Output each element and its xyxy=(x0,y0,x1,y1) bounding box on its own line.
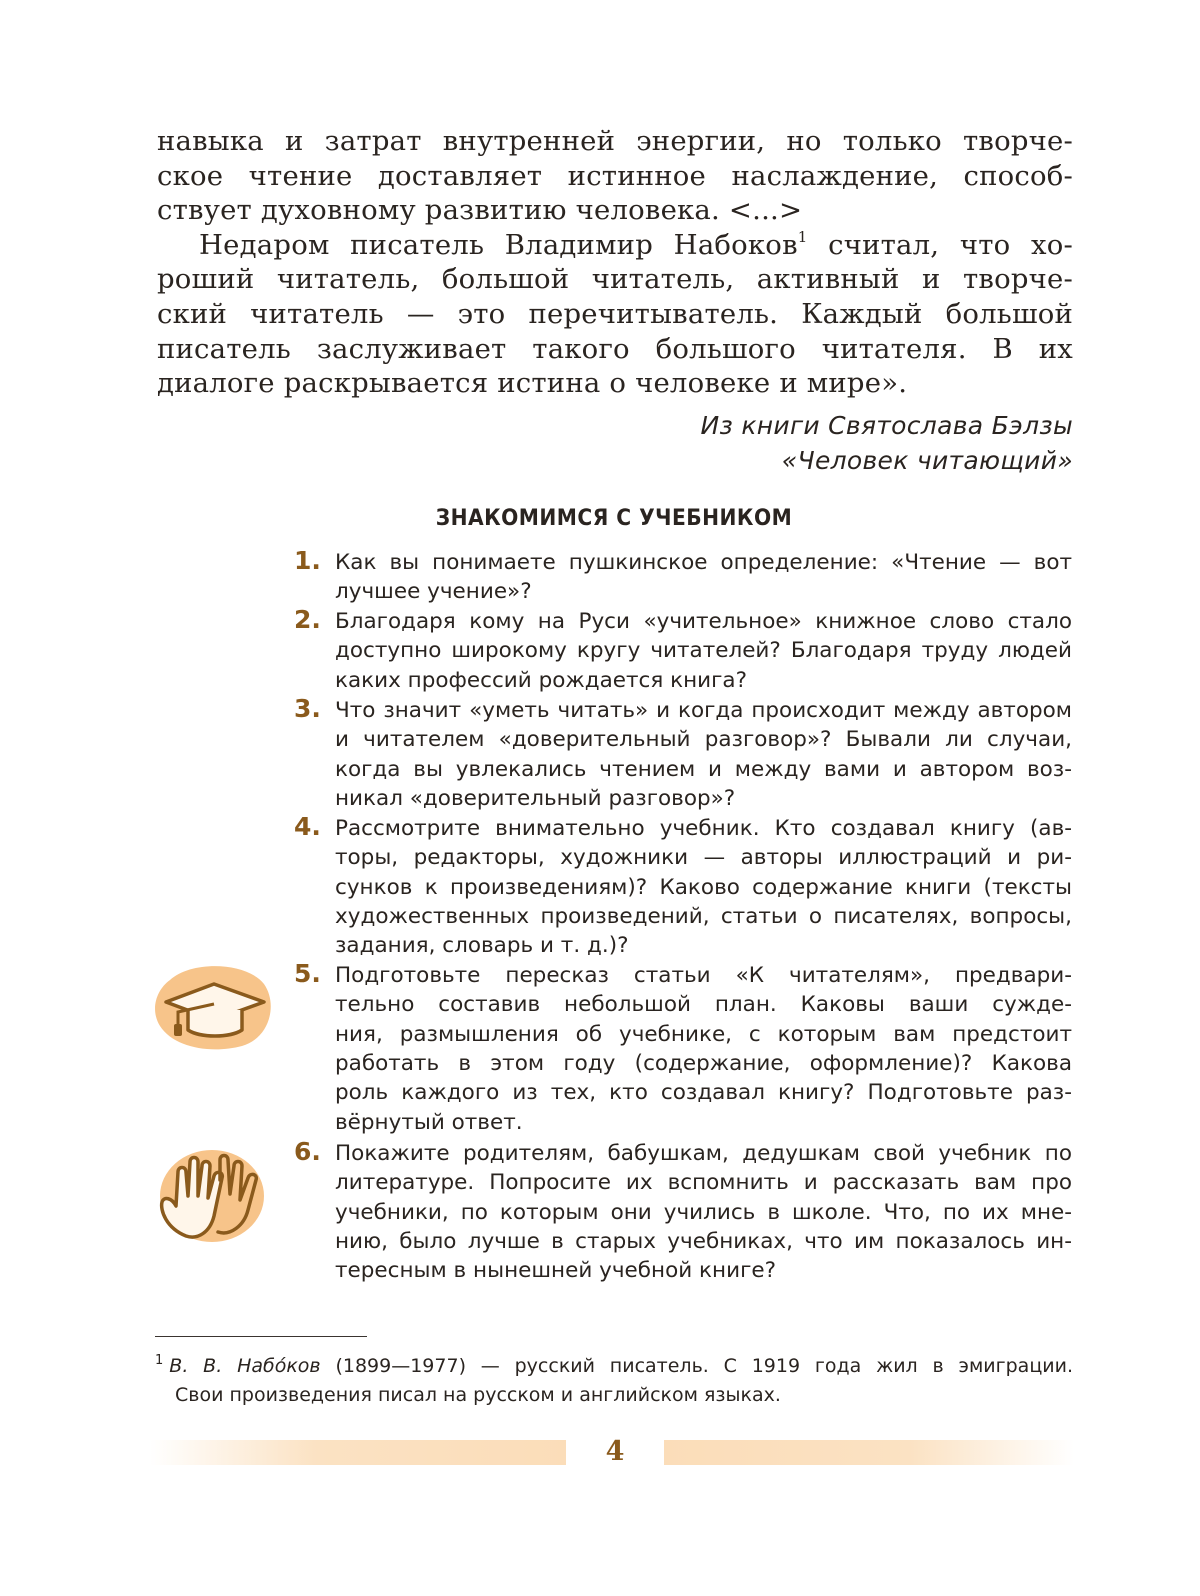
intro-text xyxy=(157,124,1073,401)
question-text-line: сунков к произведениям)? Каково содержание книги (тексты xyxy=(335,874,1072,900)
question-number: 6. xyxy=(294,1137,321,1166)
question-text-line: доступно широкому кругу читателей? Благодаря труду людей xyxy=(335,638,1072,664)
question-number: 5. xyxy=(294,959,321,988)
intro-line: навыка и затрат внутренней энергии, но только творче- xyxy=(157,125,1073,157)
citation-line: Из книги Святослава Бэлзы xyxy=(700,411,1073,440)
footnote-line: Свои произведения писал на русском и английском языках. xyxy=(175,1384,781,1406)
question-text-line: Как вы понимаете пушкинское определение: «Чтение — вот xyxy=(335,550,1072,575)
question-text-line: Благодаря кому на Руси «учительное» книжное слово стало xyxy=(335,609,1072,634)
question-text-line: учебники, по которым они учились в школе. Что, по их мне- xyxy=(335,1199,1072,1225)
question-text-line: Что значит «уметь читать» и когда происходит между автором xyxy=(335,698,1072,723)
question-number: 4. xyxy=(294,812,321,841)
question-text-line: вёрнутый ответ. xyxy=(335,1109,523,1135)
question-text-line: работать в этом году (содержание, оформление)? Какова xyxy=(335,1050,1072,1076)
intro-line: диалоге раскрывается истина о человеке и мире». xyxy=(157,367,908,400)
section-title: ЗНАКОМИМСЯ С УЧЕБНИКОМ xyxy=(435,506,793,531)
page-number: 4 xyxy=(605,1436,625,1467)
footnote-divider xyxy=(155,1336,367,1337)
question-text-line: лучшее учение»? xyxy=(335,579,532,605)
question-text-line: торы, редакторы, художники — авторы иллюстраций и ри- xyxy=(335,845,1072,871)
question-text-line: роль каждого из тех, кто создавал книгу? Подготовьте раз- xyxy=(335,1080,1072,1106)
footnote-reference: 1 xyxy=(797,227,808,246)
question-text-line: нию, было лучше в старых учебниках, что им показалось ин- xyxy=(335,1228,1072,1254)
question-text-line: каких профессий рождается книга? xyxy=(335,667,748,693)
page-bar-right xyxy=(664,1440,1074,1465)
intro-line: писатель заслуживает такого большого читателя. В их xyxy=(157,332,1073,365)
question-text-line: когда вы увлекались чтением и между вами и автором воз- xyxy=(335,756,1072,782)
question-text-line: Подготовьте пересказ статьи «К читателям», предвари- xyxy=(335,963,1072,988)
footnote xyxy=(155,1346,1073,1410)
intro-line: ский читатель — это перечитыватель. Каждый большой xyxy=(157,297,1073,330)
intro-line: ствует духовному развитию человека. <...> xyxy=(157,194,803,227)
footnote-text: (1899—1977) — русский писатель. С 1919 года жил в эмиграции. xyxy=(320,1355,1073,1377)
question-text-line: Покажите родителям, бабушкам, дедушкам свой учебник по xyxy=(335,1141,1072,1166)
question-text-line: никал «доверительный разговор»? xyxy=(335,785,736,811)
footnote-line xyxy=(155,1346,1073,1381)
intro-text-fragment: считал, что хо- xyxy=(807,228,1073,261)
question-text-line: литературе. Попросите их вспомнить и рассказать вам про xyxy=(335,1170,1072,1196)
citation xyxy=(473,408,1073,478)
intro-line: роший читатель, большой читатель, активный и творче- xyxy=(157,263,1073,296)
footnote-mark: 1 xyxy=(155,1353,164,1368)
raised-hands-icon xyxy=(152,1136,266,1246)
intro-text-fragment: Недаром писатель Владимир Набоков xyxy=(199,228,798,261)
intro-line: ское чтение доставляет истинное наслаждение, способ- xyxy=(157,159,1073,192)
question-text-line: задания, словарь и т. д.)? xyxy=(335,933,629,959)
footnote-name: В. В. Набóков xyxy=(169,1355,321,1377)
question-text-line: ния, размышления об учебнике, с которым вам предстоит xyxy=(335,1021,1072,1047)
question-text-line: тельно составив небольшой план. Каковы ваши сужде- xyxy=(335,992,1072,1018)
question-text-line: Рассмотрите внимательно учебник. Кто создавал книгу (ав- xyxy=(335,816,1072,841)
page-bar-left xyxy=(150,1440,566,1465)
question-number: 2. xyxy=(294,605,321,634)
question-number: 1. xyxy=(294,546,321,575)
question-text-line: художественных произведений, статьи о писателях, вопросы, xyxy=(335,903,1072,929)
graduation-cap-icon xyxy=(152,960,276,1052)
intro-line xyxy=(157,228,1073,263)
citation-line: «Человек читающий» xyxy=(781,446,1073,475)
question-number: 3. xyxy=(294,694,321,723)
question-text-line: тересным в нынешней учебной книге? xyxy=(335,1258,777,1284)
question-text-line: и читателем «доверительный разговор»? Бывали ли случаи, xyxy=(335,727,1072,753)
